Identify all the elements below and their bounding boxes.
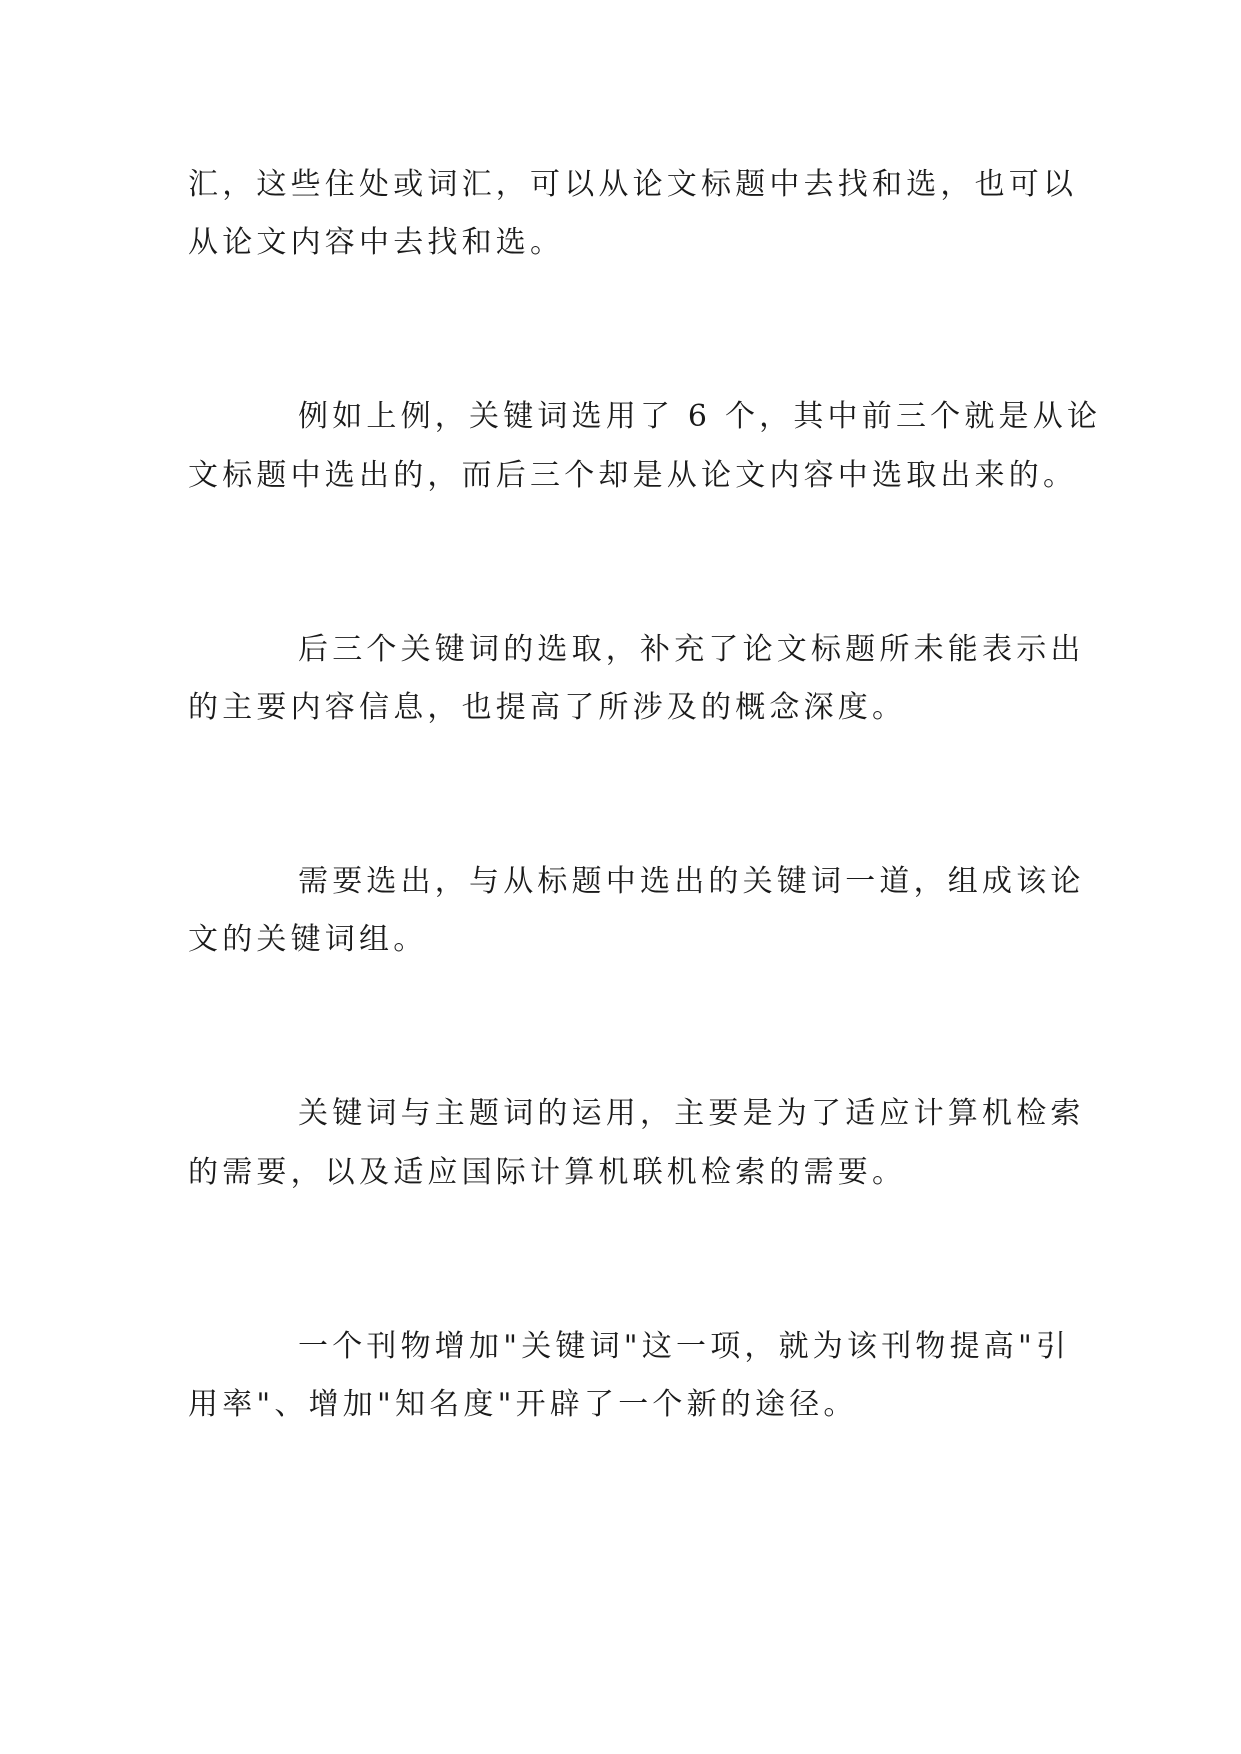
- text-line: 的需要，以及适应国际计算机联机检索的需要。: [188, 1155, 907, 1190]
- text-line: 后三个关键词的选取，补充了论文标题所未能表示出: [298, 632, 1085, 667]
- text-line: 一个刊物增加"关键词"这一项，就为该刊物提高"引: [298, 1329, 1071, 1364]
- text-line: 从论文内容中去找和选。: [188, 225, 565, 260]
- text-line: 汇，这些住处或词汇，可以从论文标题中去找和选，也可以: [188, 167, 1078, 202]
- text-line: 的主要内容信息，也提高了所涉及的概念深度。: [188, 690, 907, 725]
- text-line: 需要选出，与从标题中选出的关键词一道，组成该论: [298, 864, 1085, 899]
- text-line: 例如上例，关键词选用了 6 个，其中前三个就是从论: [298, 399, 1102, 434]
- text-line: 用率"、增加"知名度"开辟了一个新的途径。: [188, 1387, 858, 1422]
- text-line: 文的关键词组。: [188, 922, 428, 957]
- text-line: 关键词与主题词的运用，主要是为了适应计算机检索: [298, 1096, 1085, 1131]
- text-line: 文标题中选出的，而后三个却是从论文内容中选取出来的。: [188, 458, 1078, 493]
